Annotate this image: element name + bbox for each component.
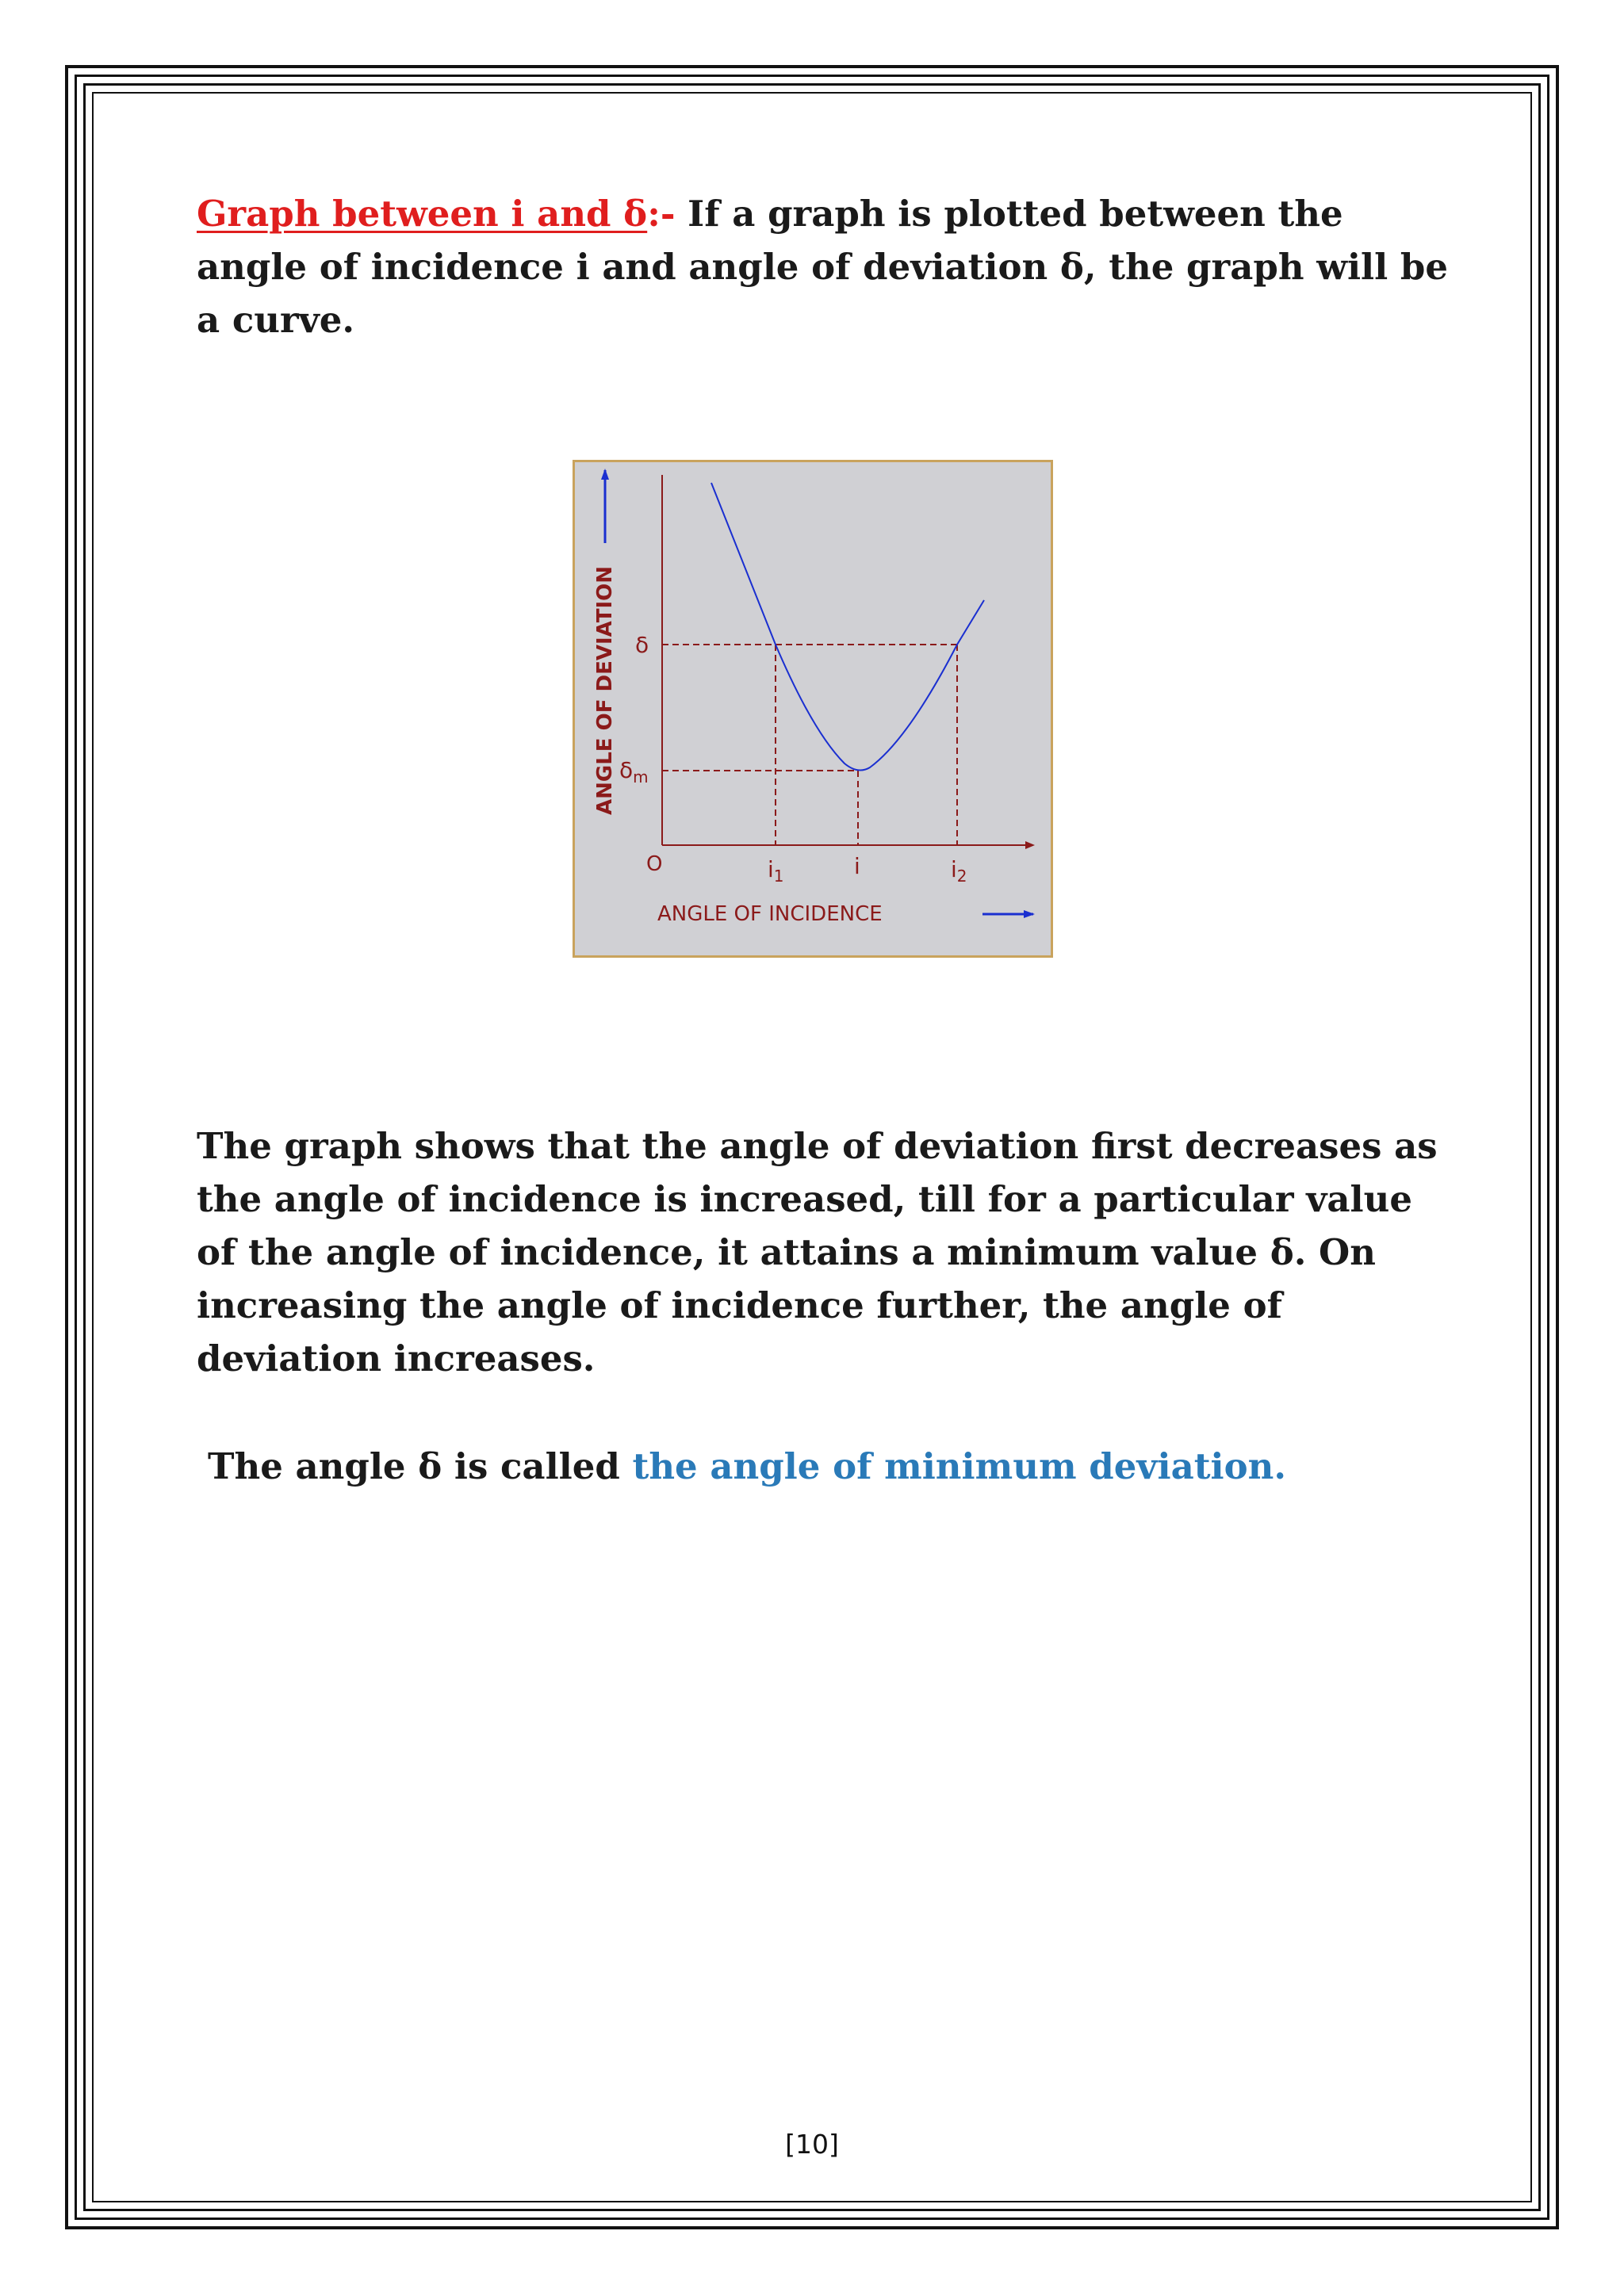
deviation-curve [711,483,984,771]
conclusion-paragraph [208,1440,1477,1493]
x-axis-label: ANGLE OF INCIDENCE [657,902,883,926]
explanation-line4: increasing the angle of incidence further, the angle of [197,1284,1282,1326]
page-number: [10] [785,2129,839,2160]
explanation-line5: deviation increases. [197,1337,596,1380]
intro-text-line3: a curve. [197,299,355,341]
i2-tick-label: $i_2$ [951,856,967,886]
explanation-line3: of the angle of incidence, it attains a minimum value δ. On [197,1231,1376,1273]
section-heading: Graph between i and δ:- [197,193,676,235]
deviation-graph-figure [573,460,1053,958]
i1-tick-label: $i_1$ [768,856,784,886]
conclusion-prefix: The angle δ is called [208,1445,633,1487]
explanation-paragraph [197,1119,1465,1385]
intro-paragraph [197,187,1450,346]
intro-text-line1: If a graph is plotted between the [675,193,1343,235]
deviation-graph [575,462,1051,955]
explanation-line1: The graph shows that the angle of deviation first decreases as [197,1125,1438,1167]
minimum-deviation-term: the angle of minimum deviation. [632,1445,1287,1487]
i-tick-label: i [854,853,860,879]
delta-min-tick-label: $\delta_m$ [619,757,649,786]
delta-tick-label: δ [635,632,649,658]
origin-label: O [646,852,663,876]
explanation-line2: the angle of incidence is increased, till for a particular value [197,1178,1412,1220]
y-axis-label: ANGLE OF DEVIATION [593,565,617,815]
intro-text-line2: angle of incidence i and angle of deviation δ, the graph will be [197,246,1449,288]
